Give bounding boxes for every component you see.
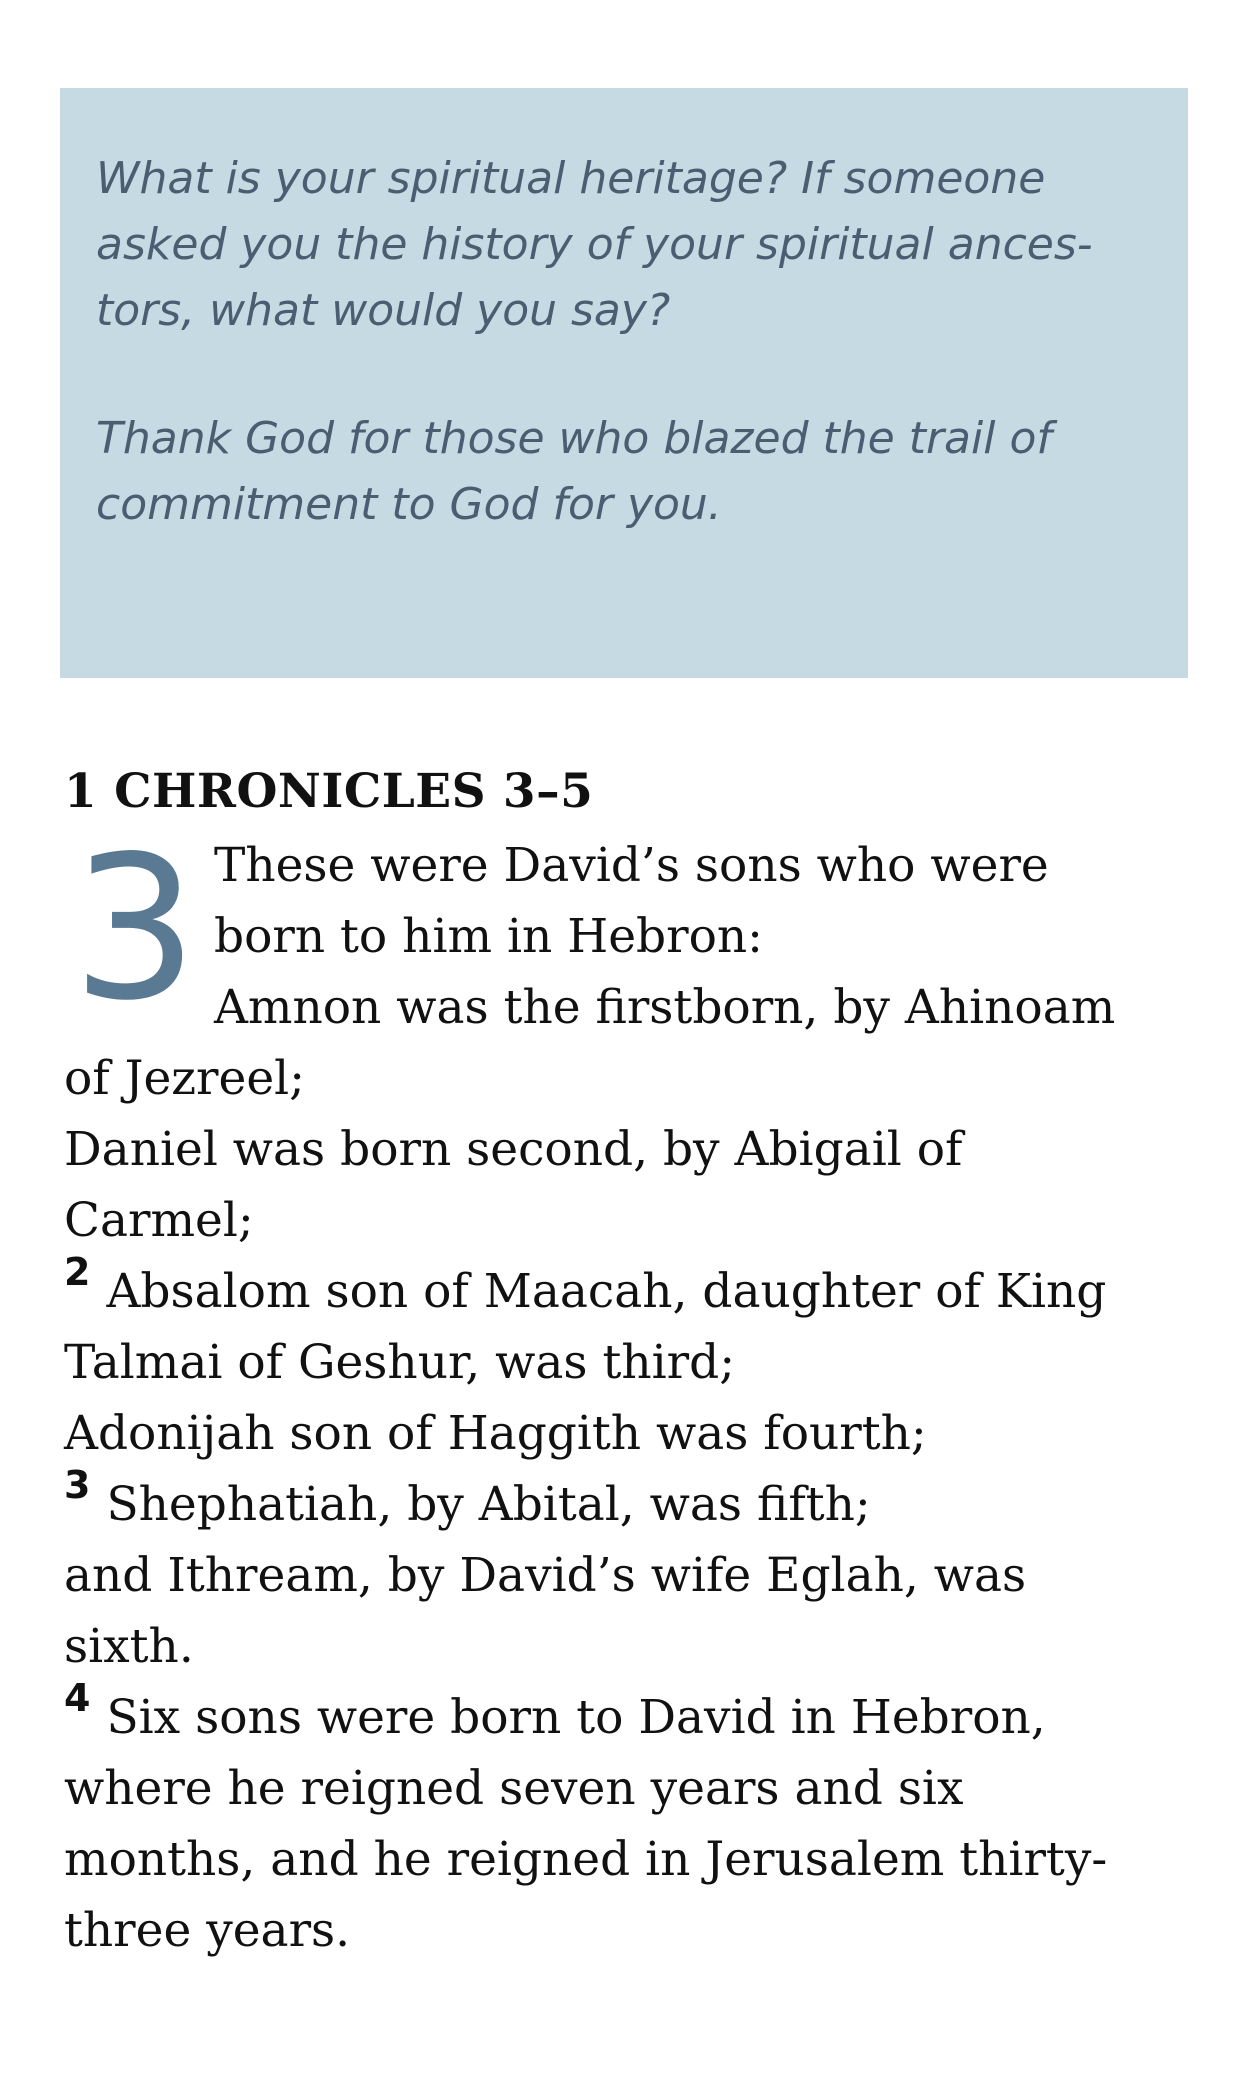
verse-2-first-line: [64, 1250, 1194, 1327]
verse-3-line: sixth.: [64, 1619, 194, 1674]
reflection-prayer-line: commitment to God for you.: [96, 479, 722, 530]
reflection-callout: [60, 88, 1188, 678]
verse-1-line: of Jezreel;: [64, 1051, 306, 1106]
verse-2-line: Talmai of Geshur, was third;: [64, 1335, 736, 1390]
verse-1-line: These were David’s sons who were: [213, 838, 1049, 893]
verse-4-line: months, and he reigned in Jerusalem thirty-: [64, 1832, 1108, 1887]
verse-2-text: Absalom son of Maacah, daughter of King: [106, 1264, 1107, 1319]
chapter-drop-cap: 3: [72, 813, 198, 1044]
verse-3-first-line: [64, 1463, 1194, 1540]
reflection-question-line: tors, what would you say?: [96, 285, 671, 336]
verse-4-first-line: [64, 1676, 1194, 1753]
verse-number-3: 3: [64, 1463, 91, 1507]
verse-1-line: Carmel;: [64, 1193, 254, 1248]
reflection-question-line: asked you the history of your spiritual ances-: [96, 219, 1093, 270]
scripture-reading: [64, 760, 1194, 1966]
verse-4-line: where he reigned seven years and six: [64, 1761, 964, 1816]
verse-4-line: three years.: [64, 1903, 351, 1958]
reflection-question: [96, 146, 1152, 344]
verse-3-line: and Ithream, by David’s wife Eglah, was: [64, 1548, 1027, 1603]
verse-4-text: Six sons were born to David in Hebron,: [106, 1690, 1046, 1745]
verse-1-line: Daniel was born second, by Abigail of: [64, 1122, 963, 1177]
verse-1-line: born to him in Hebron:: [213, 909, 763, 964]
verse-number-4: 4: [64, 1676, 91, 1720]
verse-1-line: Amnon was the firstborn, by Ahinoam: [213, 980, 1116, 1035]
reflection-prayer: [96, 406, 1152, 538]
scripture-text: [64, 813, 1194, 1966]
reading-heading: 1 CHRONICLES 3–5: [64, 764, 594, 819]
reflection-question-line: What is your spiritual heritage? If someone: [96, 153, 1046, 204]
verse-2-line: Adonijah son of Haggith was fourth;: [64, 1406, 927, 1461]
verse-3-text: Shephatiah, by Abital, was fifth;: [106, 1477, 871, 1532]
reflection-prayer-line: Thank God for those who blazed the trail of: [96, 413, 1052, 464]
verse-number-2: 2: [64, 1250, 91, 1294]
